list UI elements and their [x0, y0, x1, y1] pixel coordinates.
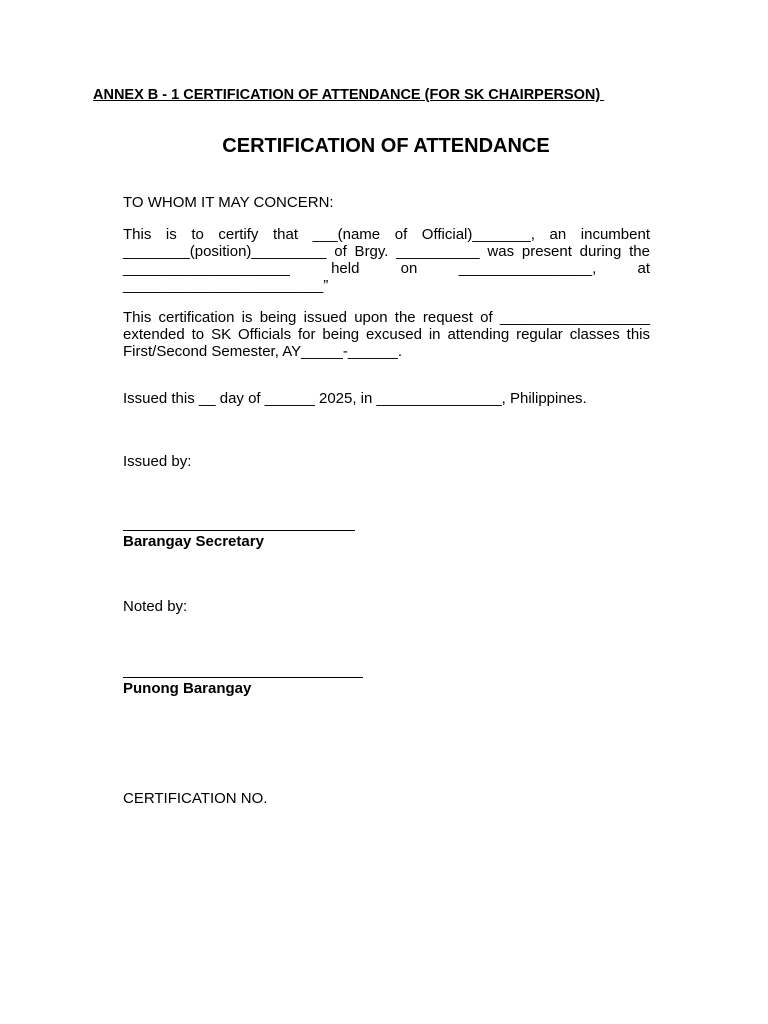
salutation: TO WHOM IT MAY CONCERN: — [123, 194, 334, 211]
paragraph-line: extended to SK Officials for being excused in attending regular classes this — [123, 326, 650, 343]
secretary-signature-line — [123, 530, 355, 531]
paragraph-line: First/Second Semester, AY_____-______. — [123, 343, 403, 360]
noted-by-label: Noted by: — [123, 598, 188, 615]
paragraph-line: ____________________ held on ________________, at — [123, 260, 650, 277]
paragraph-line: ________(position)_________ of Brgy. __________ was present during the — [123, 243, 650, 260]
document-title: CERTIFICATION OF ATTENDANCE — [222, 135, 550, 157]
punong-barangay-signature-line — [123, 677, 363, 678]
secretary-signatory: Barangay Secretary — [123, 533, 264, 550]
annex-heading: ANNEX B - 1 CERTIFICATION OF ATTENDANCE (FOR SK CHAIRPERSON) — [93, 87, 605, 103]
paragraph-line: This certification is being issued upon the request of __________________ — [123, 309, 650, 326]
issued-date-line: Issued this __ day of ______ 2025, in _______________, Philippines. — [123, 390, 587, 407]
issued-by-label: Issued by: — [123, 453, 192, 470]
paragraph-line: This is to certify that ___(name of Official)_______, an incumbent — [123, 226, 650, 243]
paragraph-line: ________________________” — [123, 277, 329, 294]
punong-barangay-signatory: Punong Barangay — [123, 680, 252, 697]
certification-number-label: CERTIFICATION NO. — [123, 790, 268, 807]
